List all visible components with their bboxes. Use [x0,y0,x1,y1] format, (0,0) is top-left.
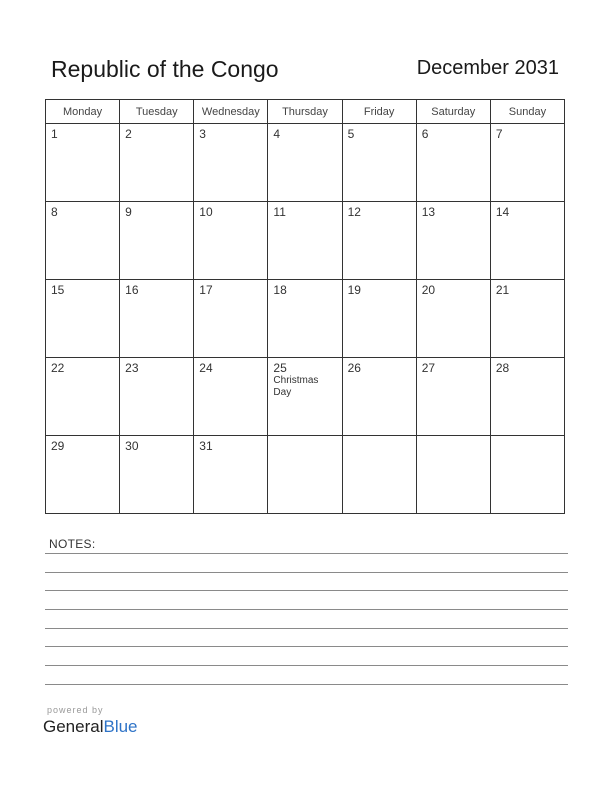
notes-line [45,590,568,591]
weekday-header: Thursday [268,100,342,124]
brand-general-text: General [43,717,104,736]
powered-by-label: powered by [47,705,104,715]
day-cell [268,358,342,436]
day-cell [342,124,416,202]
day-cell [490,436,564,514]
day-cell [194,124,268,202]
day-number: 23 [125,361,139,375]
calendar-country-title: Republic of the Congo [51,56,279,82]
week-row [46,280,565,358]
weekday-header: Friday [342,100,416,124]
brand-blue-text: Blue [103,717,138,736]
weekday-header: Tuesday [120,100,194,124]
day-number: 20 [421,283,436,297]
day-number [417,436,490,439]
day-number: 31 [199,439,213,453]
day-number: 4 [273,127,281,141]
weekday-header: Wednesday [194,100,268,124]
day-cell [46,124,120,202]
week-row [46,202,565,280]
day-cell [416,202,490,280]
day-number: 19 [347,283,361,297]
day-cell [120,124,194,202]
day-number: 29 [51,439,65,453]
day-cell [416,436,490,514]
calendar-month-year: December 2031 [416,57,559,79]
day-cell [120,436,194,514]
day-cell [46,358,120,436]
day-number: 17 [199,283,213,297]
day-cell [120,358,194,436]
weekday-header: Saturday [416,100,490,124]
day-cell [268,124,342,202]
week-row [46,358,565,436]
day-number: 18 [273,283,287,297]
day-number: 10 [199,205,213,219]
day-cell [46,436,120,514]
day-cell [268,280,342,358]
day-cell [194,280,268,358]
day-number: 28 [495,361,510,375]
day-cell [120,202,194,280]
day-number: 25 [273,361,287,375]
day-number: 22 [51,361,65,375]
weekday-header: Sunday [490,100,564,124]
day-number: 2 [125,127,132,141]
day-cell [490,202,564,280]
day-cell [120,280,194,358]
day-number: 11 [273,205,286,219]
day-cell [490,124,564,202]
day-number: 7 [495,127,503,141]
day-cell [416,280,490,358]
day-number: 3 [199,127,206,141]
weekday-header: Monday [46,100,120,124]
day-number: 12 [347,205,361,219]
day-cell [342,436,416,514]
notes-line [45,665,568,666]
notes-line [45,628,568,629]
day-number: 21 [495,283,510,297]
day-number: 26 [347,361,361,375]
day-cell [268,436,342,514]
day-cell [416,124,490,202]
notes-line [45,646,568,647]
day-number: 5 [347,127,355,141]
day-number: 13 [421,205,436,219]
day-number: 6 [421,127,429,141]
day-number: 24 [199,361,213,375]
notes-line [45,684,568,685]
week-row [46,436,565,514]
weekday-header-row [46,100,565,124]
day-number [268,436,341,439]
day-cell [490,358,564,436]
notes-line [45,572,568,573]
month-calendar-grid [45,99,565,514]
day-number: 8 [51,205,58,219]
day-cell [268,202,342,280]
day-number: 9 [125,205,132,219]
day-cell [194,436,268,514]
day-number: 14 [495,205,510,219]
generalblue-logo[interactable] [43,717,138,737]
day-cell [416,358,490,436]
week-row [46,124,565,202]
day-cell [194,358,268,436]
day-cell [46,202,120,280]
day-cell [342,280,416,358]
day-number: 1 [51,127,58,141]
day-cell [46,280,120,358]
day-number [343,436,416,439]
day-number: 27 [421,361,436,375]
day-number [491,436,564,439]
day-cell [342,202,416,280]
day-number: 16 [125,283,139,297]
notes-line [45,609,568,610]
day-cell [490,280,564,358]
day-cell [342,358,416,436]
day-number: 30 [125,439,139,453]
notes-label: NOTES: [49,537,96,551]
holiday-label: Christmas Day [273,375,319,398]
day-cell [194,202,268,280]
notes-line [45,553,568,554]
day-number: 15 [51,283,65,297]
